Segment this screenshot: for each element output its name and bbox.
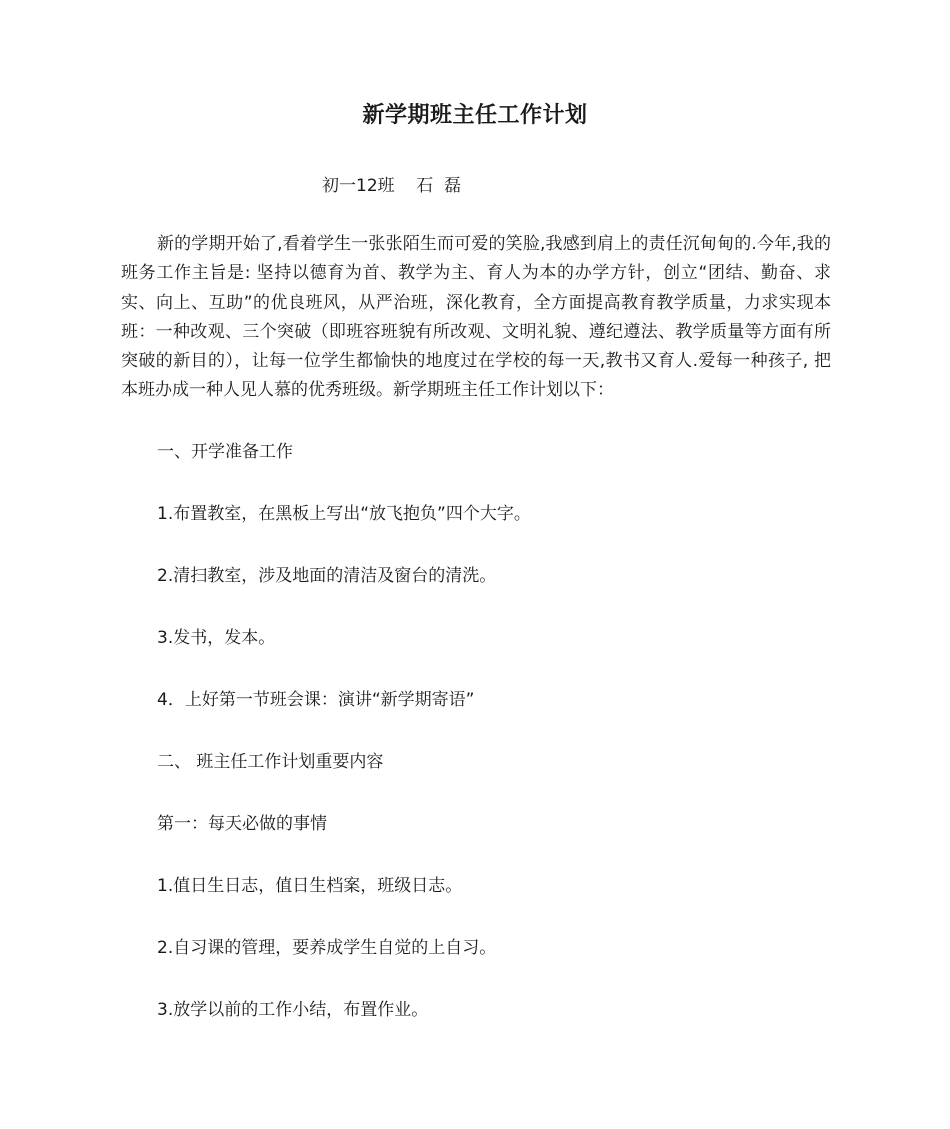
list-item: 3.放学以前的工作小结，布置作业。 xyxy=(157,1000,429,1020)
author-line: 初一12班 石 磊 xyxy=(322,176,462,196)
document-title: 新学期班主任工作计划 xyxy=(362,103,588,128)
list-item: 1.值日生日志，值日生档案，班级日志。 xyxy=(157,876,463,896)
list-item: 2.清扫教室，涉及地面的清洁及窗台的清洗。 xyxy=(157,566,497,586)
list-item: 1.布置教室，在黑板上写出“放飞抱负”四个大字。 xyxy=(157,504,531,524)
list-item: 3.发书，发本。 xyxy=(157,628,276,648)
list-item: 4．上好第一节班会课：演讲“新学期寄语” xyxy=(157,690,475,710)
list-item: 2.自习课的管理，要养成学生自觉的上自习。 xyxy=(157,938,497,958)
intro-paragraph: 新的学期开始了,看着学生一张张陌生而可爱的笑脸,我感到肩上的责任沉甸甸的.今年,我的班务工作主旨是: 坚持以德育为首、教学为主、育人为本的办学方针，创立“团结、勤奋、求实、向上、互助”的优良班风，从严治班，深化教育，全方面提高教育教学质量，力求实现本班：一种改观、三个突破（即班容班貌有所改观、文明礼貌、遵纪遵法、教学质量等方面有所突破的新目的），让每一位学生都愉快的地度过在学校的每一天,教书又育人.爱每一种孩子, 把本班办成一种人见人慕的优秀班级。新学期班主任工作计划以下： xyxy=(121,234,831,401)
section-heading-preparation: 一、开学准备工作 xyxy=(157,442,293,462)
section-heading-main-content: 二、 班主任工作计划重要内容 xyxy=(157,752,384,772)
subsection-heading-daily: 第一：每天必做的事情 xyxy=(157,814,327,834)
